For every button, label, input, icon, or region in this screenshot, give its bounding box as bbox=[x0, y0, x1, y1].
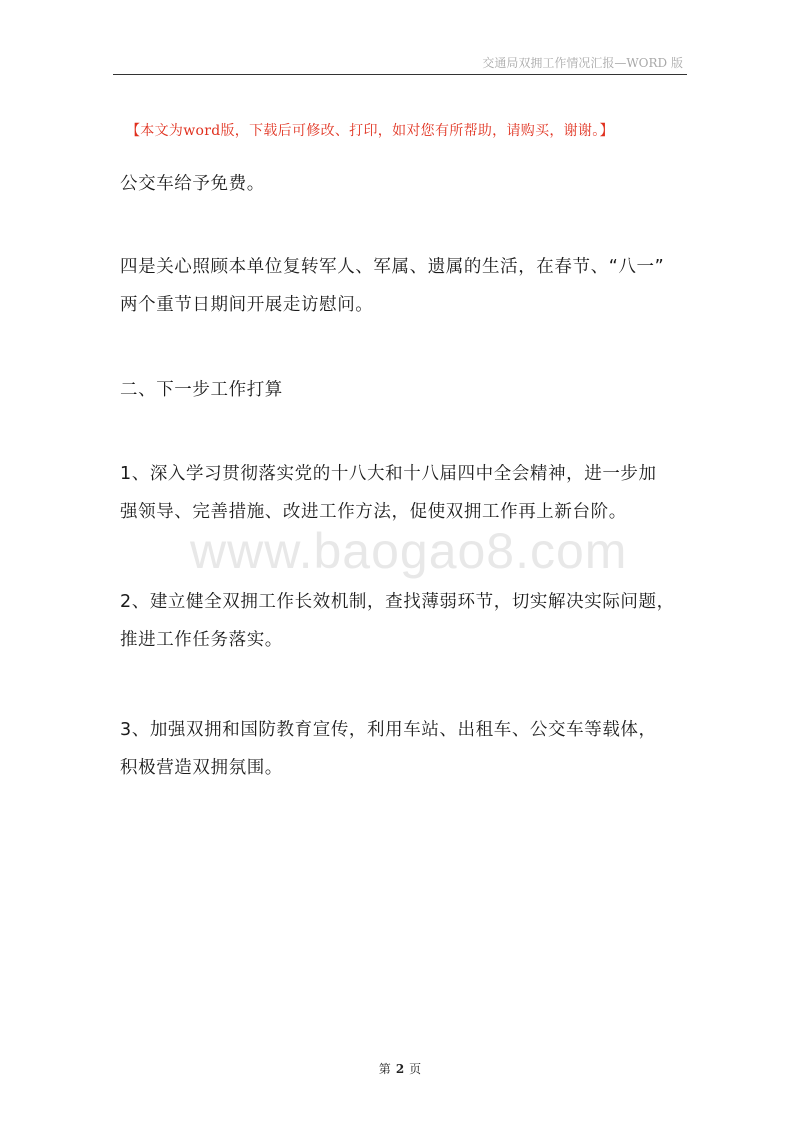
paragraph-line: 1、深入学习贯彻落实党的十八大和十八届四中全会精神，进一步加 bbox=[120, 464, 657, 484]
page-header bbox=[113, 52, 687, 75]
footer-prefix: 第 bbox=[378, 1062, 391, 1076]
paragraph-line: 3、加强双拥和国防教育宣传，利用车站、出租车、公交车等载体， bbox=[120, 720, 657, 740]
paragraph-item-1 bbox=[120, 455, 690, 531]
page-footer bbox=[0, 1060, 800, 1077]
page-number: 2 bbox=[395, 1062, 405, 1076]
paragraph-item-2 bbox=[120, 583, 690, 659]
paragraph-2 bbox=[120, 248, 690, 324]
paragraph-line: 四是关心照顾本单位复转军人、军属、遗属的生活，在春节、“八一” bbox=[120, 257, 665, 277]
paragraph-1 bbox=[120, 165, 690, 203]
paragraph-line: 强领导、完善措施、改进工作方法，促使双拥工作再上新台阶。 bbox=[120, 502, 627, 522]
section-heading bbox=[120, 371, 690, 409]
purchase-notice: 【本文为word版，下载后可修改、打印，如对您有所帮助，请购买，谢谢。】 bbox=[126, 123, 614, 139]
paragraph-item-3 bbox=[120, 711, 690, 787]
header-title: 交通局双拥工作情况汇报—WORD 版 bbox=[482, 56, 683, 70]
footer-suffix: 页 bbox=[409, 1062, 422, 1076]
paragraph-line: 推进工作任务落实。 bbox=[120, 630, 283, 650]
paragraph-line: 两个重节日期间开展走访慰问。 bbox=[120, 295, 374, 315]
paragraph-line: 公交车给予免费。 bbox=[120, 174, 265, 194]
paragraph-line: 积极营造双拥氛围。 bbox=[120, 758, 283, 778]
section-heading-text: 二、下一步工作打算 bbox=[120, 380, 283, 400]
paragraph-line: 2、建立健全双拥工作长效机制，查找薄弱环节，切实解决实际问题， bbox=[120, 592, 675, 612]
watermark: www.baogao8.com bbox=[190, 523, 628, 579]
